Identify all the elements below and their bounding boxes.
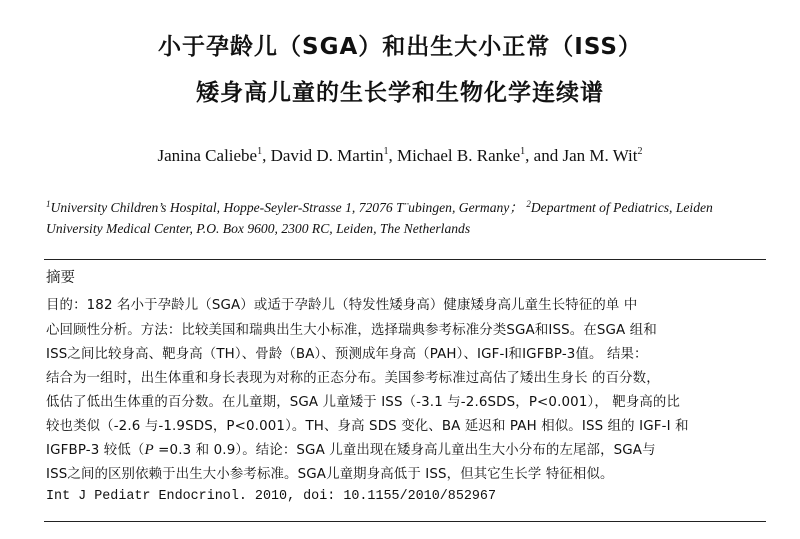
citation: Int J Pediatr Endocrinol. 2010, doi: 10.1155/2010/852967 [46, 489, 496, 504]
author-affiliation-mark: 2 [637, 146, 643, 157]
abstract-text: =0.3 和 0.9）。结论：SGA 儿童出现在矮身高儿童出生大小分布的左尾部，SGA与 [153, 443, 656, 458]
author-separator: , and [525, 146, 563, 165]
author-name: Jan M. Wit [562, 146, 638, 165]
affiliation-2-part-1: Department of Pediatrics, Leiden [530, 200, 713, 215]
affiliation-line-2: University Medical Center, P.O. Box 9600, 2300 RC, Leiden, The Netherlands [46, 221, 471, 236]
affiliation-1: University Children’s Hospital, Hoppe-Seyler-Strasse 1, 72076 T¨ubingen, Germany； [50, 200, 523, 215]
author-name: Janina Caliebe [157, 146, 258, 165]
affiliation-mark: 2 [526, 199, 531, 209]
affiliation-line-1 [46, 196, 766, 216]
abstract-line: 低估了低出生体重的百分数。在儿童期，SGA 儿童矮于 ISS（-3.1 与-2.6SDS，P<0.001）， 靶身高的比 [46, 395, 681, 410]
bottom-divider [44, 521, 766, 522]
abstract-line: 结合为一组时，出生体重和身长表现为对称的正态分布。美国参考标准过高估了矮出生身长 的百分数， [46, 371, 660, 386]
abstract-line: 较也类似（-2.6 与-1.9SDS，P<0.001）。TH、身高 SDS 变化、BA 延迟和 PAH 相似。ISS 组的 IGF-I 和 [46, 419, 689, 434]
top-divider [44, 259, 766, 260]
author-affiliation-mark: 1 [520, 146, 526, 157]
abstract-line: ISS之间的区别依赖于出生大小参考标准。SGA儿童期身高低于 ISS，但其它生长学 特征相似。 [46, 467, 614, 482]
author-separator: , [388, 146, 397, 165]
abstract-line [46, 439, 656, 459]
abstract-heading: 摘要 [46, 270, 75, 286]
author-separator: , [262, 146, 271, 165]
abstract-text: IGFBP-3 较低（ [46, 443, 145, 458]
author-affiliation-mark: 1 [257, 146, 263, 157]
title-line-1: 小于孕龄儿（SGA）和出生大小正常（ISS） [158, 34, 642, 60]
abstract-line: ISS之间比较身高、靶身高（TH）、骨龄（BA）、预测成年身高（PAH）、IGF-I和IGFBP-3值。 结果： [46, 347, 648, 362]
abstract-line: 目的：182 名小于孕龄儿（SGA）或适于孕龄儿（特发性矮身高）健康矮身高儿童生长特征的单 中 [46, 298, 638, 313]
author-list [0, 146, 800, 166]
affiliation-mark: 1 [46, 199, 51, 209]
author-affiliation-mark: 1 [383, 146, 389, 157]
p-value-symbol: P [144, 442, 154, 458]
author-name: David D. Martin [270, 146, 384, 165]
author-name: Michael B. Ranke [396, 146, 521, 165]
abstract-line: 心回顾性分析。方法：比较美国和瑞典出生大小标准，选择瑞典参考标准分类SGA和ISS。在SGA 组和 [46, 323, 657, 338]
title-line-2: 矮身高儿童的生长学和生物化学连续谱 [196, 80, 604, 106]
